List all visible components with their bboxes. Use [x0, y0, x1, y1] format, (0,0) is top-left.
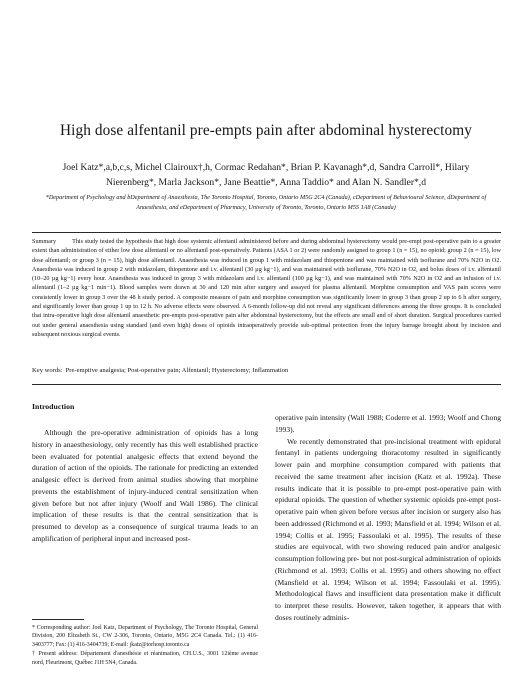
article-title: High dose alfentanil pre-empts pain after abdominal hysterectomy [59, 122, 473, 139]
affiliations: *Department of Psychology and bDepartment of Anaesthesia, The Toronto Hospital, Toronto, Ontario M5G 2C4 (Canada), cDepartment of Behavioural Science, dDepartment of Anaesthesia, and eDepartment of Pharmacy, University of Toronto, Toronto, Ontario M5S 1A8 (Canada) [45, 194, 487, 211]
footnote-corresponding-author: * Corresponding author: Joel Katz, Department of Psychology, The Toronto Hospital, General Division, 200 Elizabeth St., CW 2-306, Toronto, Ontario, M5G 2C4 Canada. Tel.: (1) 416-3403777; Fax: (1) 416-3404739; E-mail: jkatz@torhosp.toronto.ca [32, 625, 258, 648]
summary-top-rule [32, 232, 501, 233]
keywords-bottom-rule [32, 384, 501, 385]
keywords-label: Key words: [32, 367, 63, 374]
footnote-rule [32, 619, 84, 620]
footnote-present-address: † Present address: Département d'anesthésie et réanimation, CH.U.S., 3001 12ième avenue nord, Fleurimont, Québec J1H 5N4, Canada. [32, 651, 258, 666]
keywords-line [32, 367, 501, 374]
intro-paragraph-2: We recently demonstrated that pre-incisional treatment with epidural fentanyl in patients undergoing thoracotomy resulted in significantly lower pain and morphine consumption compared with patients that received the same treatment after incision (Katz et al. 1992a). These results indicate that it is possible to pre-empt post-operative pain with epidural opioids. The question of whether systemic opioids pre-empt post-operative pain when given before versus after incision or surgery also has been addressed (Richmond et al. 1993; Mansfield et al. 1994; Wilson et al. 1994; Collis et al. 1995; Fassoulaki et al. 1995). The results of these studies are equivocal, with two showing reduced pain and/or analgesic consumption following pre- but not post-surgical administration of opioids (Richmond et al. 1993; Collis et al. 1995) and others showing no effect (Mansfield et al. 1994; Wilson et al. 1994; Fassoulaki et al. 1995). Methodological flaws and insufficient data presentation make it difficult to interpret these results. However, taken together, it appears that with doses routinely adminis- [275, 436, 501, 622]
left-column [32, 427, 258, 545]
intro-paragraph-1-continued: operative pain intensity (Wall 1988; Coderre et al. 1993; Woolf and Chong 1993). [275, 413, 501, 434]
keywords-text: Pre-emptive analgesia; Post-operative pain; Alfentanil; Hysterectomy; Inflammation [65, 367, 289, 374]
summary-text: This study tested the hypothesis that high dose systemic alfentanil administered before and during abdominal hysterectomy would pre-empt post-operative pain to a greater extent than administration of either low dose alfentanil or no alfentanil post-operatively. Patients (ASA 1 or 2) were randomly assigned to group 1 (n = 15), no opioid; group 2 (n = 15), low dose alfentanil; or group 3 (n = 15), high dose alfentanil. Anaesthesia was induced in group 1 with midazolam and thiopentone and was maintained with isoflurane and 70% N2O in O2. Anaesthesia was induced in group 2 with midazolam, thiopentone and i.v. alfentanil (30 µg kg−1), and was maintained with isoflurane, 70% N2O in O2, and bolus doses of i.v. alfentanil (10–20 µg kg−1) every hour. Anaesthesia was induced in group 3 with midazolam and i.v. alfentanil (100 µg kg−1), and was maintained with 70% N2O in O2 and an infusion of i.v. alfentanil (1–2 µg kg−1 min−1). Blood samples were drawn at 30 and 120 min after surgery and assayed for plasma alfentanil. Morphine consumption and VAS pain scores were consistently lower in group 3 over the 48 h study period. A composite measure of pain and morphine consumption was significantly lower in group 3 than group 2 up to 6 h after surgery, and significantly lower than group 1 up to 12 h. No adverse effects were observed. A 6-month follow-up did not reveal any significant differences among the three groups. It is concluded that intra-operative high dose alfentanil anaesthetic pre-empts post-operative pain after abdominal hysterectomy, but the effects are small and of short duration. Surgical procedures carried out under general anaesthesia using standard (and even high) doses of opioids intraoperatively provide sub-optimal protection from the injury barrage brought about by incision and subsequent noxious surgical events. [32, 238, 501, 338]
summary-block [32, 237, 501, 339]
intro-paragraph-1: Although the pre-operative administration of opioids has a long history in anaesthesiology, only recently has this well established practice been evaluated for potential analgesic effects that extend beyond the duration of action of the opioids. The rationale for predicting an extended analgesic effect is derived from animal studies showing that morphine prevents the establishment of injury-induced central sensitization when given before but not after injury (Woolf and Wall 1986). The clinical implication of these results is that the central sensitization that is presumed to develop as a consequence of surgical trauma leads to an amplification of peripheral input and increased post- [32, 428, 258, 543]
right-column [275, 412, 501, 624]
summary-label: Summary [32, 238, 57, 245]
author-list: Joel Katz*,a,b,c,s, Michel Clairoux†,h, Cormac Redahan*, Brian P. Kavanagh*,d, Sandra Carroll*, Hilary Nierenberg*, Marla Jackson*, Jane Beattie*, Anna Taddio* and Alan N. Sandler*,d [62, 162, 470, 188]
introduction-heading: Introduction [32, 402, 75, 411]
footnotes [32, 624, 258, 668]
